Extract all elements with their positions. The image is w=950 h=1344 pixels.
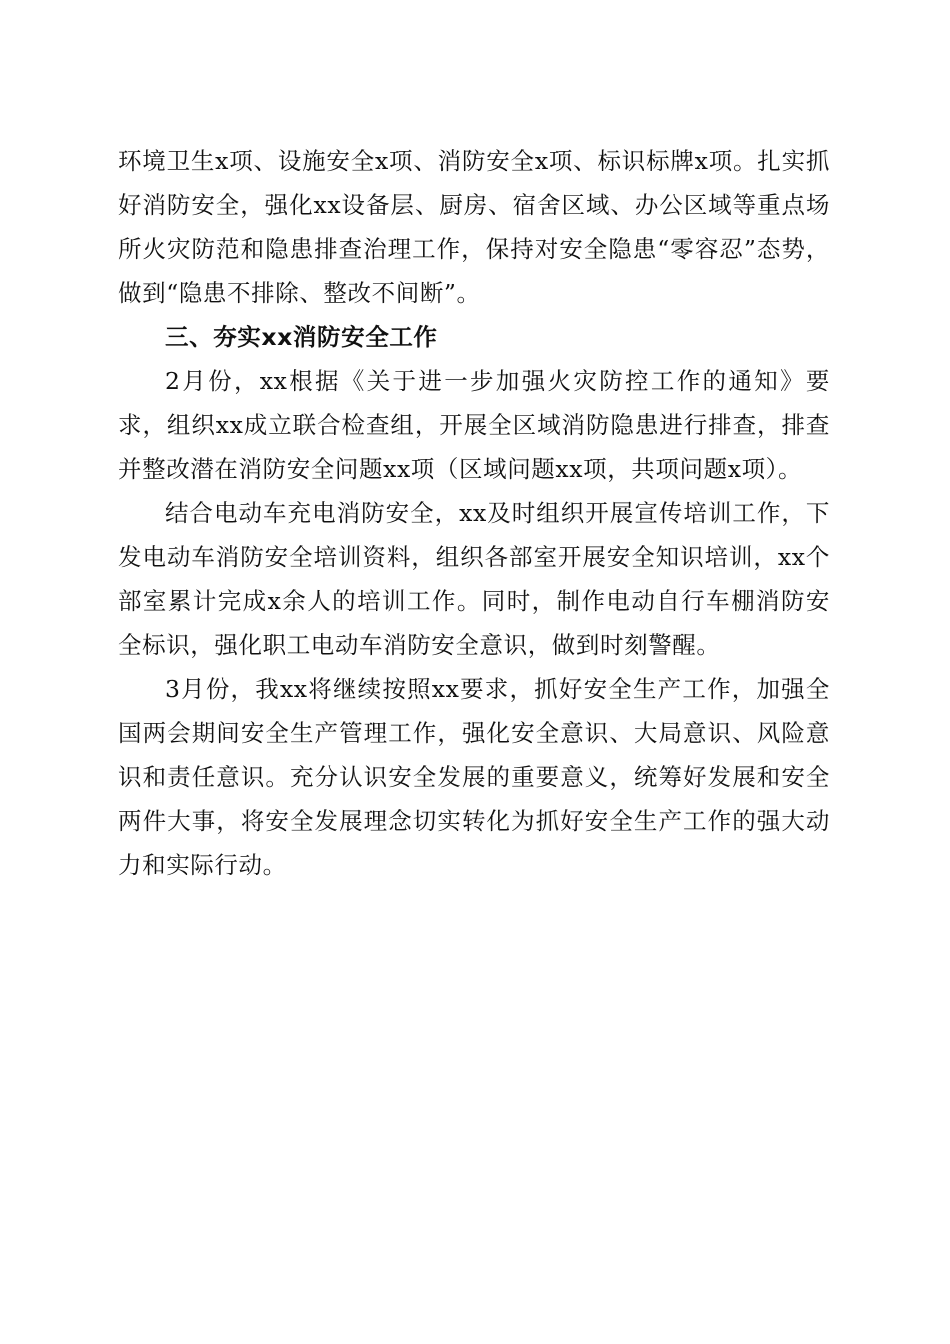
paragraph-february-inspection: 2月份，xx根据《关于进一步加强火灾防控工作的通知》要求，组织xx成立联合检查组，开展全区域消防隐患进行排查，排查并整改潜在消防安全问题xx项（区域问题xx项，共项问题x项）。 — [118, 367, 830, 483]
paragraph-continued: 环境卫生x项、设施安全x项、消防安全x项、标识标牌x项。扎实抓好消防安全，强化xx设备层、厨房、宿舍区域、办公区域等重点场所火灾防范和隐患排查治理工作，保持对安全隐患“零容忍”态势，做到“隐患不排除、整改不间断”。 — [118, 147, 830, 307]
paragraph-ebike-training: 结合电动车充电消防安全，xx及时组织开展宣传培训工作，下发电动车消防安全培训资料，组织各部室开展安全知识培训，xx个部室累计完成x余人的培训工作。同时，制作电动自行车棚消防安全标识，强化职工电动车消防安全意识，做到时刻警醒。 — [118, 499, 830, 659]
document-body — [118, 139, 830, 887]
paragraph-march-plan: 3月份，我xx将继续按照xx要求，抓好安全生产工作，加强全国两会期间安全生产管理工作，强化安全意识、大局意识、风险意识和责任意识。充分认识安全发展的重要意义，统筹好发展和安全两件大事，将安全发展理念切实转化为抓好安全生产工作的强大动力和实际行动。 — [118, 675, 830, 879]
section-heading-3: 三、夯实xx消防安全工作 — [165, 323, 438, 351]
